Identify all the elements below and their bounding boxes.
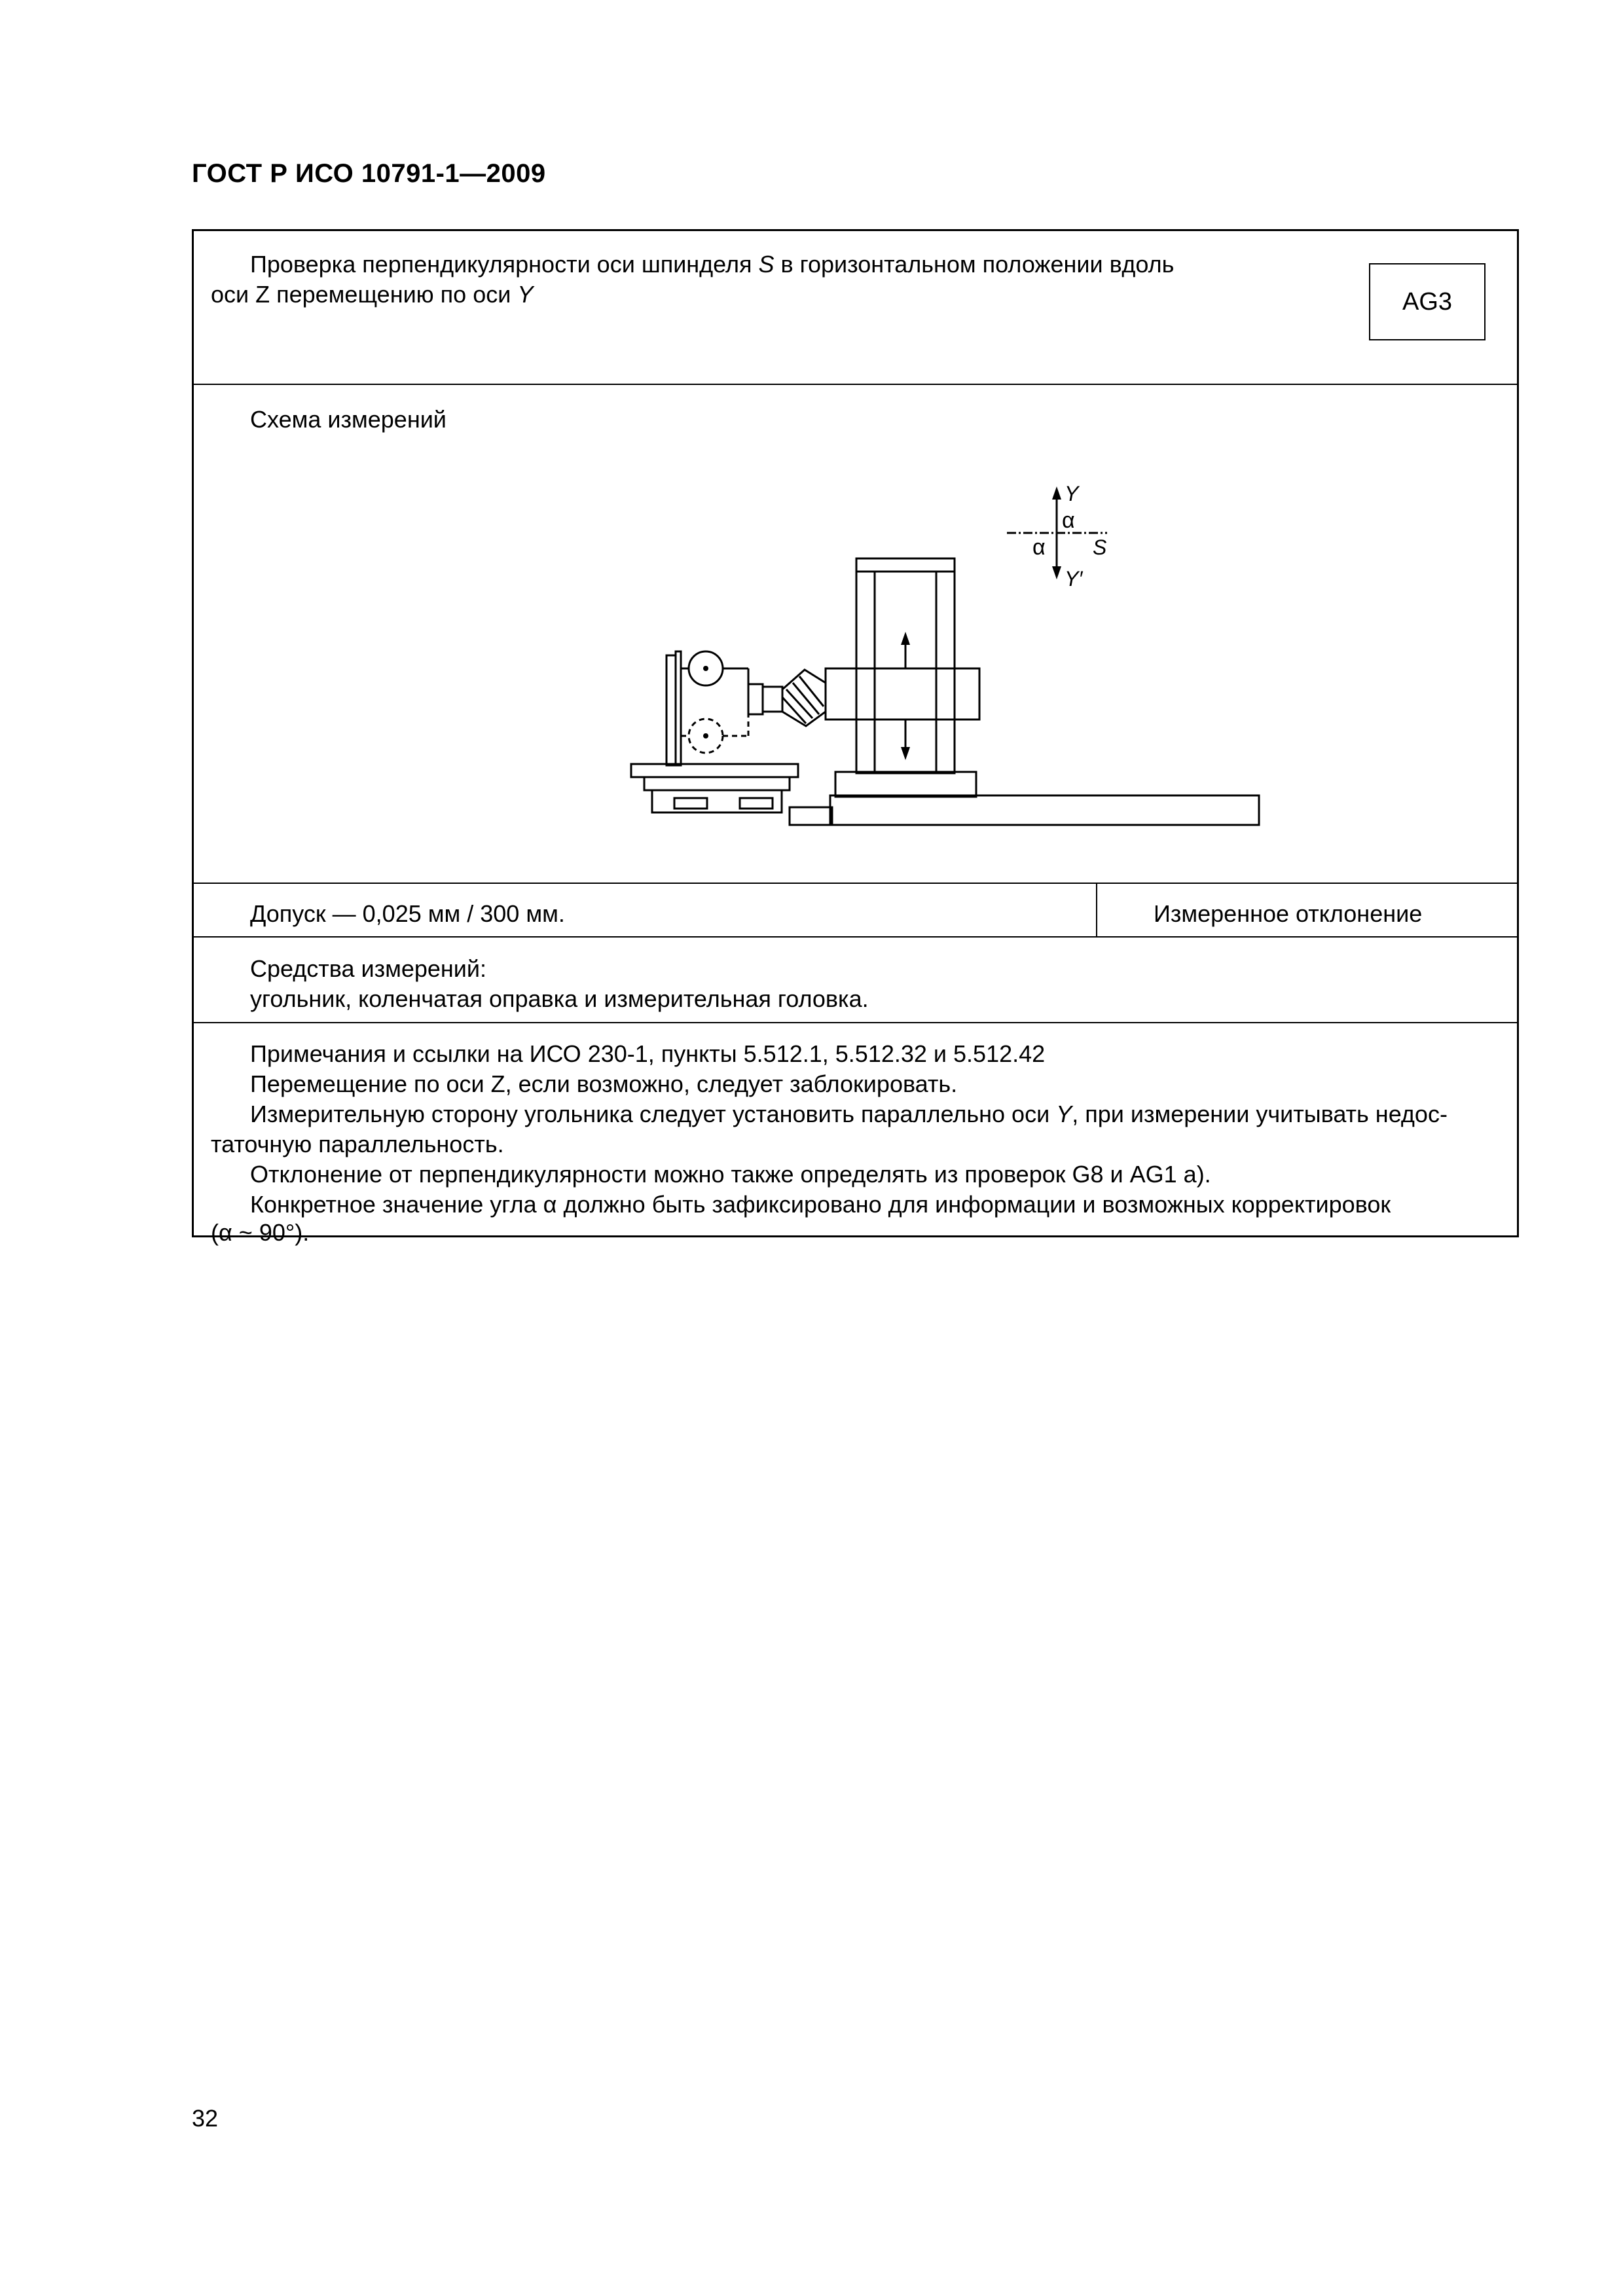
notes-line-4: Отклонение от перпендикулярности можно также определять из проверок G8 и AG1 a). (250, 1161, 1211, 1188)
check-title-line2: оси Z перемещению по оси Y (211, 281, 534, 308)
standard-header: ГОСТ Р ИСО 10791-1—2009 (192, 159, 546, 188)
alpha-label-left: α (1032, 535, 1046, 560)
work-table (631, 764, 798, 777)
axis-s-label: S (1093, 536, 1107, 559)
measured-deviation-label: Измеренное отклонение (1154, 900, 1423, 927)
notes-line-2: Перемещение по оси Z, если возможно, следует заблокировать. (250, 1070, 958, 1097)
check-code-box: AG3 (1369, 263, 1486, 340)
notes-line-3-cont: таточную параллельность. (211, 1131, 504, 1157)
check-table (192, 229, 1519, 1246)
notes-line-5-cont: (α ~ 90°). (211, 1219, 310, 1246)
instruments-title: Средства измерений: (250, 955, 487, 982)
check-title-line1: Проверка перпендикулярности оси шпинделя S в горизонтальном положении вдоль (250, 251, 1175, 278)
square-tool (666, 655, 676, 765)
instruments-list: угольник, коленчатая оправка и измерительная головка. (250, 985, 869, 1012)
axis-y-prime-label: Y′ (1065, 567, 1083, 591)
axis-y-label: Y (1065, 482, 1079, 505)
notes-line-5: Конкретное значение угла α должно быть зафиксировано для информации и возможных корректировок (250, 1191, 1391, 1218)
column-base (835, 772, 976, 797)
bed-connector (790, 807, 832, 825)
tolerance-text: Допуск — 0,025 мм / 300 мм. (250, 900, 565, 927)
notes-line-3: Измерительную сторону угольника следует установить параллельно оси Y, при измерении учитывать недос- (250, 1101, 1448, 1127)
alpha-label-top: α (1062, 508, 1075, 533)
cell-divider (1096, 883, 1097, 936)
row-divider (194, 936, 1517, 938)
notes-line-1: Примечания и ссылки на ИСО 230-1, пункты 5.512.1, 5.512.32 и 5.512.42 (250, 1040, 1046, 1067)
machine-bed (830, 795, 1259, 825)
scheme-label: Схема измерений (250, 406, 447, 433)
page-number: 32 (192, 2105, 219, 2132)
spindle-head (826, 668, 979, 720)
row-divider (194, 1022, 1517, 1023)
row-divider (194, 883, 1517, 884)
